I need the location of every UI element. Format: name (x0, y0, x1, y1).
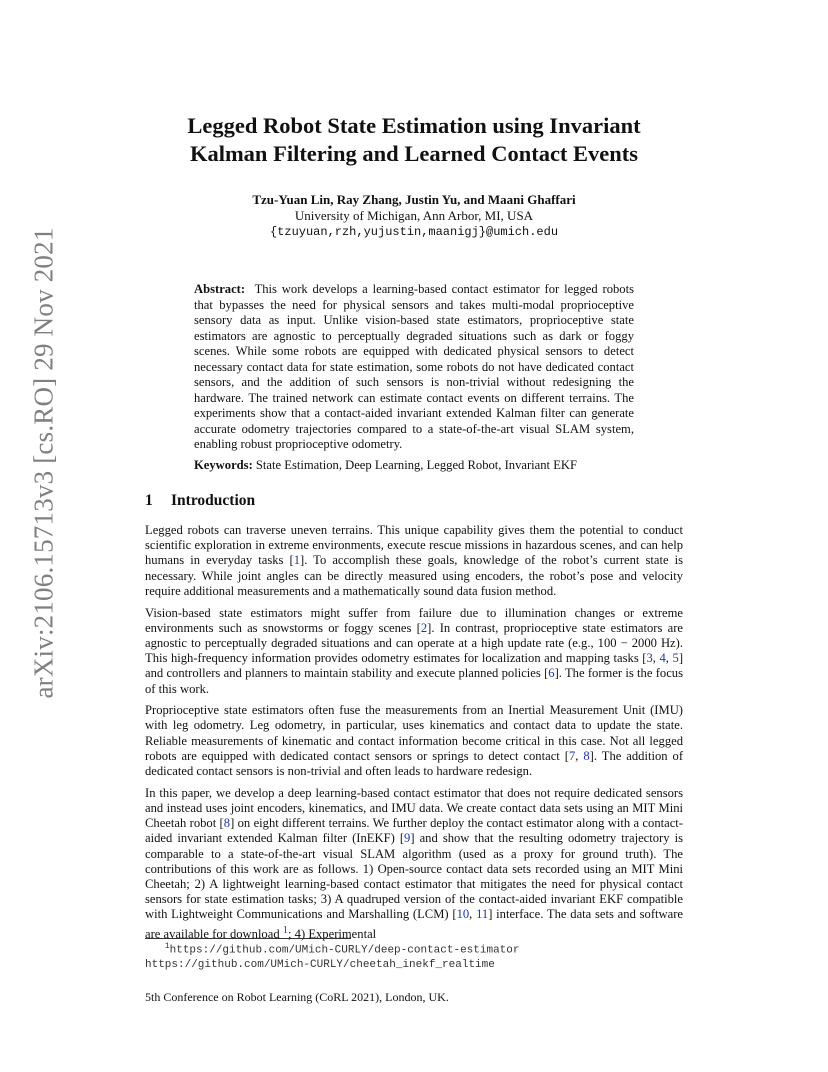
keywords-label: Keywords: (194, 458, 253, 472)
paper-title (145, 112, 683, 168)
footnote-number: 1 (164, 942, 170, 951)
keywords-text: State Estimation, Deep Learning, Legged Robot, Invariant EKF (255, 458, 577, 472)
text-run: , (575, 748, 584, 763)
paragraph-2 (145, 606, 683, 697)
text-run: ]. The addition of dedicated contact sensors is non-trivial and often leads to hardware redesign. (145, 748, 684, 779)
text-run: ] and controllers and planners to maintain stability and execute planned policies [ (145, 651, 684, 681)
footnote-marker[interactable]: 1 (282, 924, 289, 936)
text-run: ]. The former is the focus of this work. (145, 666, 684, 696)
footnote (145, 940, 519, 973)
arxiv-identifier: arXiv:2106.15713v3 [cs.RO] 29 Nov 2021 (28, 227, 59, 699)
text-run: , (665, 651, 673, 666)
text-run: In this paper, we develop a deep learning-based contact estimator that does not require dedicated sensors and instead uses joint encoders, kinematics, and IMU data. We create contact data sets using an MIT Mini Cheetah robot [ (145, 785, 683, 831)
footnote-url-link[interactable]: https://github.com/UMich-CURLY/cheetah_inekf_realtime (145, 959, 495, 972)
footnote-divider (145, 938, 351, 939)
text-run: Vision-based state estimators might suffer from failure due to illumination changes or extreme environments such as snowstorms or foggy scenes [ (145, 605, 683, 635)
citation-link[interactable]: 4 (659, 651, 666, 666)
citation-link[interactable]: 11 (476, 907, 489, 922)
text-run: ] on eight different terrains. We further deploy the contact estimator along with a contact-aided invariant extended Kalman filter (InEKF) [ (145, 816, 683, 846)
author-block (145, 192, 683, 240)
section-title: Introduction (171, 492, 256, 509)
citation-link[interactable]: 8 (223, 816, 231, 831)
citation-link[interactable]: 6 (548, 666, 555, 681)
section-heading-introduction (145, 492, 255, 510)
citation-link[interactable]: 5 (672, 651, 679, 666)
citation-link[interactable]: 10 (456, 907, 470, 922)
venue-footer: 5th Conference on Robot Learning (CoRL 2021), London, UK. (145, 990, 449, 1004)
text-run: ] and show that the resulting odometry trajectory is comparable to a state-of-the-art visual SLAM algorithm (used as a proxy for ground truth). The contributions of this work are as follows. 1) Open-source contact data sets recorded using an MIT Mini Cheetah; 2) A lightweight learning-based contact estimator that mitigates the need for physical contact sensors for state estimation tasks; 3) A quadruped version of the contact-aided invariant EKF compatible with Lightweight Communications and Marshalling (LCM) [ (145, 831, 683, 922)
title-line-1: Legged Robot State Estimation using Invariant (187, 113, 641, 138)
title-line-2: Kalman Filtering and Learned Contact Events (189, 141, 639, 166)
footnote-url-link[interactable]: https://github.com/UMich-CURLY/deep-contact-estimator (169, 944, 520, 957)
text-run: Legged robots can traverse uneven terrains. This unique capability gives them the potential to conduct scientific exploration in extreme environments, execute rescue missions in hazardous scenes, and can help humans in everyday tasks [ (145, 523, 683, 568)
citation-link[interactable]: 1 (293, 553, 300, 568)
text-run: Proprioceptive state estimators often fuse the measurements from an Inertial Measurement Unit (IMU) with leg odometry. Leg odometry, in particular, uses kinematics and contact data to update the state. Reliable measurements of kinematic and contact information become critical in this case. Not all legged robots are equipped with dedicated contact sensors or springs to detect contact [ (145, 703, 683, 763)
text-run: ]. In contrast, proprioceptive state estimators are agnostic to perceptually degraded situations and can operate at a high update rate (e.g., 100 − 2000 Hz). This high-frequency information provides odometry estimates for localization and mapping tasks [ (145, 620, 684, 666)
citation-link[interactable]: 2 (420, 620, 428, 635)
abstract-text: This work develops a learning-based contact estimator for legged robots that bypasses the need for physical sensors and takes multi-modal proprioceptive sensory data as input. Unlike vision-based state estimators, proprioceptive state estimators are agnostic to perceptually degraded situations such as dark or foggy scenes. While some robots are equipped with dedicated physical sensors to detect necessary contact data for state estimation, some robots do not have dedicated contact sensors, and the addition of such sensors is non-trivial without redesigning the hardware. The trained network can estimate contact events on different terrains. The experiments show that a contact-aided invariant extended Kalman filter can generate accurate odometry trajectories compared to a state-of-the-art visual SLAM system, enabling robust proprioceptive odometry. (194, 282, 634, 451)
paragraph-1 (145, 523, 683, 599)
citation-link[interactable]: 8 (583, 748, 590, 763)
abstract-label: Abstract: (194, 282, 246, 296)
section-number: 1 (145, 492, 153, 509)
paragraph-4 (145, 786, 683, 942)
text-run: , (652, 651, 660, 666)
text-run: ]. To accomplish these goals, knowledge of the robot’s current state is necessary. While joint angles can be directly measured using encoders, the robot’s pose and velocity require additional measurements and a mathematically sound data fusion method. (145, 553, 683, 598)
introduction-body (145, 523, 683, 948)
keywords (194, 458, 634, 474)
paragraph-3 (145, 703, 683, 779)
text-run: ] interface. The data sets and software are available for download (145, 907, 683, 941)
citation-link[interactable]: 7 (568, 748, 576, 763)
author-names: Tzu-Yuan Lin, Ray Zhang, Justin Yu, and Maani Ghaffari (252, 192, 576, 207)
citation-link[interactable]: 3 (646, 651, 653, 666)
footnote-line-1 (145, 940, 519, 958)
text-run: , (469, 907, 477, 922)
abstract (194, 282, 634, 453)
text-run: ; 4) Experimental (288, 926, 377, 941)
citation-link[interactable]: 9 (404, 831, 411, 846)
author-emails: {tzuyuan,rzh,yujustin,maanigj}@umich.edu (269, 225, 559, 239)
affiliation: University of Michigan, Ann Arbor, MI, USA (294, 208, 534, 223)
